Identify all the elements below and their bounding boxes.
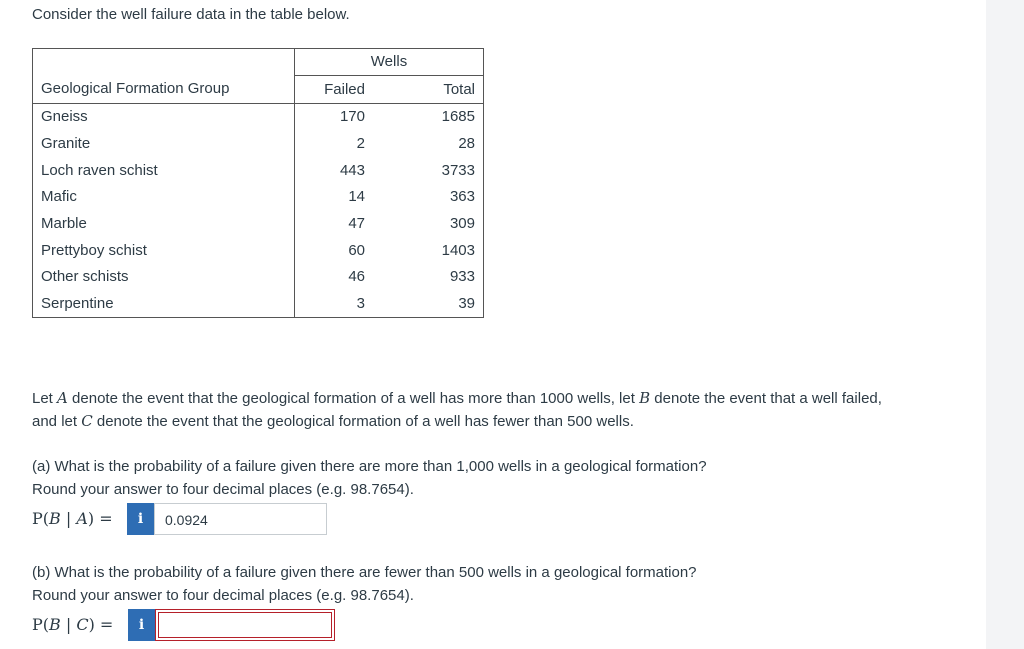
part-a-question: (a) What is the probability of a failure given there are more than 1,000 wells in a geological formation?	[32, 458, 707, 475]
part-b-instruction: Round your answer to four decimal places (e.g. 98.7654).	[32, 587, 414, 604]
part-b-label: P(B | C) =	[32, 615, 114, 634]
event-a-symbol: A	[57, 389, 68, 407]
table-header-row	[33, 76, 484, 104]
part-b-info-icon[interactable]: i	[128, 609, 155, 641]
table-row: Loch raven schist 443 3733	[33, 157, 484, 184]
header-total: Total	[369, 76, 484, 104]
event-definitions: Let A denote the event that the geological formation of a well has more than 1000 wells, let B denote the event that a well failed, and let C denote the event that the geological formation of a well has fewer than 500 wells.	[32, 389, 882, 430]
event-b-symbol: B	[639, 389, 651, 407]
well-failure-table	[32, 48, 484, 318]
table-row: Gneiss 170 1685	[33, 103, 484, 130]
part-b-question: (b) What is the probability of a failure given there are fewer than 500 wells in a geological formation?	[32, 564, 697, 581]
event-c-symbol: C	[81, 412, 93, 430]
wells-group-header: Wells	[295, 49, 484, 76]
table-row: Mafic 14 363	[33, 184, 484, 211]
part-a-label: P(B | A) =	[32, 509, 113, 528]
question-panel	[16, 0, 986, 649]
table-group-header-row	[33, 49, 484, 76]
part-a-instruction: Round your answer to four decimal places (e.g. 98.7654).	[32, 481, 414, 498]
part-b-answer-input[interactable]	[155, 609, 335, 641]
right-gutter	[986, 0, 1024, 649]
part-a-info-icon[interactable]: i	[127, 503, 154, 535]
part-a-answer-input[interactable]: 0.0924	[154, 503, 327, 535]
table-row: Serpentine 3 39	[33, 291, 484, 318]
table-row: Granite 2 28	[33, 131, 484, 158]
header-formation: Geological Formation Group	[33, 76, 295, 104]
table-row: Prettyboy schist 60 1403	[33, 237, 484, 264]
intro-text: Consider the well failure data in the table below.	[32, 6, 350, 23]
table-row: Marble 47 309	[33, 211, 484, 238]
table-row: Other schists 46 933	[33, 264, 484, 291]
header-failed: Failed	[295, 76, 370, 104]
